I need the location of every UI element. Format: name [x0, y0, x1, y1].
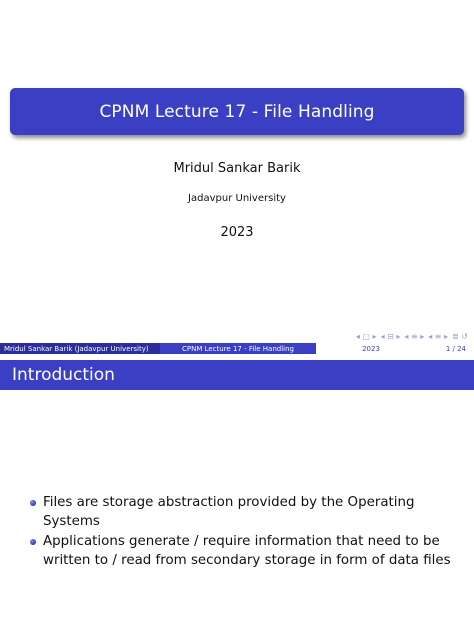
- nav-subsection-icon[interactable]: ◂ ⊟ ▸: [380, 331, 401, 341]
- frame-title: Introduction: [0, 360, 474, 390]
- footline-date: 2023: [362, 344, 380, 353]
- bullet-list: [28, 493, 468, 571]
- bullet-icon: [30, 500, 36, 506]
- list-item: [28, 493, 468, 531]
- nav-section-icon[interactable]: ◂ ≡ ▸: [404, 331, 425, 341]
- author-name: Mridul Sankar Barik: [173, 161, 301, 176]
- list-item: [28, 532, 468, 570]
- nav-document-icon[interactable]: ◂ ≡ ▸: [428, 331, 449, 341]
- footline-page-number: 1 / 24: [445, 344, 466, 353]
- footline-author: Mridul Sankar Barik (Jadavpur University): [0, 343, 160, 354]
- footline-title: CPNM Lecture 17 - File Handling: [160, 343, 316, 354]
- footline-right: [316, 343, 474, 354]
- bullet-icon: [30, 539, 36, 545]
- presentation-date: 2023: [220, 225, 254, 240]
- beamer-navigation-symbols: [356, 330, 468, 342]
- institute-name: Jadavpur University: [188, 193, 286, 204]
- title-box: [10, 88, 464, 135]
- presentation-title: CPNM Lecture 17 - File Handling: [99, 101, 375, 122]
- nav-frame-icon[interactable]: ◂ ▢ ▸: [355, 331, 377, 341]
- nav-zoom-icon[interactable]: ≣ ↺: [452, 331, 468, 341]
- bullet-text: Applications generate / require information that need to be written to / read from secondary storage in form of data files: [43, 534, 451, 568]
- footline: [0, 343, 474, 354]
- bullet-text: Files are storage abstraction provided by the Operating Systems: [43, 495, 415, 529]
